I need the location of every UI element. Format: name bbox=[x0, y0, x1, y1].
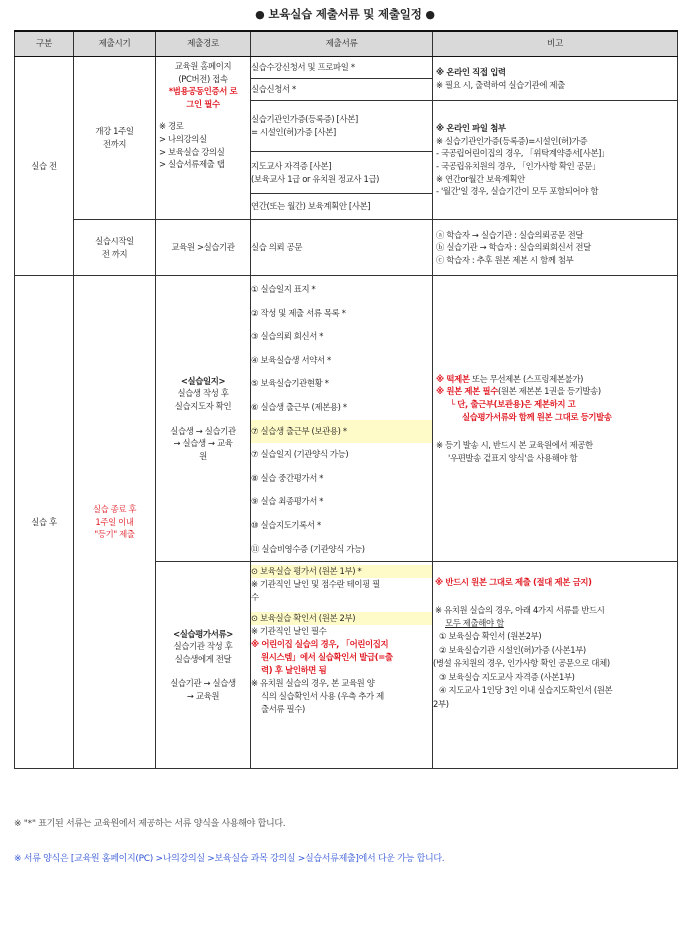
note-line: ※ 온라인 파일 첨부 bbox=[436, 123, 506, 134]
timing-line: 전 까지 bbox=[101, 248, 128, 259]
doc-line: 지도교사 자격증 [사본] bbox=[251, 160, 332, 171]
route-post-eval bbox=[156, 562, 251, 769]
journal-doc-list bbox=[251, 276, 433, 562]
eval-doc-line: 출서류 필수) bbox=[261, 704, 305, 715]
route-line: 실습생 → 실습기관 bbox=[170, 425, 236, 436]
eval-doc-line: ※ 유치원 실습의 경우, 본 교육원 양 bbox=[251, 678, 375, 689]
eval-doc-highlight: ⊙ 보육실습 평가서 (원본 1부) * bbox=[251, 565, 432, 578]
note-request-flow bbox=[433, 220, 678, 276]
route-required-note: 그인 필수 bbox=[186, 98, 220, 109]
journal-doc-item: ② 작성 및 제출 서류 목록 * bbox=[251, 307, 346, 318]
category-pre: 실습 전 bbox=[15, 57, 74, 276]
note-online-file bbox=[433, 101, 678, 220]
note-line-underlined: 모두 제출해야 함 bbox=[445, 618, 504, 628]
doc-teacher-certificate bbox=[251, 152, 433, 194]
journal-doc-item: ⑦ 실습일지 (기관양식 가능) bbox=[251, 449, 349, 460]
route-line: → 교육원 bbox=[186, 691, 220, 702]
journal-doc-item: ③ 실습의뢰 회신서 * bbox=[251, 331, 324, 342]
note-line: ② 보육실습기관 시설인(허)가증 (사본1부) bbox=[439, 644, 586, 655]
route-title: <실습평가서류> bbox=[173, 628, 233, 639]
timing-line: 실습시작일 bbox=[95, 235, 134, 246]
header-route: 제출경로 bbox=[156, 31, 251, 57]
journal-doc-item: ⑤ 보육실습기관현황 * bbox=[251, 378, 329, 389]
route-line: → 실습생 → 교육 bbox=[173, 438, 233, 449]
eval-doc-red: 력) 후 날인하면 됨 bbox=[261, 665, 327, 676]
route-path-item: > 실습서류제출 탭 bbox=[159, 159, 225, 170]
route-line: 교육원 홈페이지 bbox=[174, 61, 232, 71]
timing-pre-1-line2: 전까지 bbox=[102, 139, 127, 149]
note-line: '우편발송 겉표지 양식'을 사용해야 함 bbox=[448, 452, 578, 463]
journal-doc-item: ⑨ 실습 최종평가서 * bbox=[251, 496, 324, 507]
title-text: 보육실습 제출서류 및 제출일정 bbox=[268, 7, 422, 21]
timing-pre-1-line1: 개강 1주일 bbox=[95, 126, 134, 137]
route-pre-1 bbox=[156, 57, 251, 220]
journal-doc-item: ④ 보육실습생 서약서 * bbox=[251, 354, 331, 365]
timing-line: 실습 종료 후 bbox=[92, 504, 137, 515]
doc-care-plan: 연간(또는 월간) 보육계획안 [사본] bbox=[251, 194, 433, 220]
journal-doc-item: ⑪ 실습비영수증 (기관양식 가능) bbox=[251, 543, 365, 554]
note-line: - '월간'일 경우, 실습기간이 모두 포함되어야 함 bbox=[436, 186, 599, 197]
note-red-line: └ 단, 출근부(보관용)은 제본하지 고 bbox=[450, 398, 576, 409]
header-category: 구분 bbox=[15, 31, 74, 57]
route-line: 실습생에게 전달 bbox=[174, 653, 232, 664]
note-line: ※ 연간or월간 보육계획안 bbox=[436, 173, 525, 184]
timing-line: 1주일 이내 bbox=[95, 516, 134, 527]
eval-doc-line: 식의 실습확인서 사용 (우측 추가 제 bbox=[261, 691, 384, 702]
timing-line: "등기" 제출 bbox=[94, 529, 135, 540]
route-pre-2: 교육원 >실습기관 bbox=[156, 220, 251, 276]
eval-doc-list bbox=[251, 562, 433, 769]
eval-doc-line: ※ 기관직인 날인 및 점수란 테이핑 필 bbox=[251, 579, 380, 590]
timing-post bbox=[74, 276, 156, 769]
doc-request-letter: 실습 의뢰 공문 bbox=[251, 220, 433, 276]
schedule-table bbox=[14, 30, 678, 769]
title-bullet-left: ● bbox=[255, 8, 265, 21]
header-timing: 제출시기 bbox=[74, 31, 156, 57]
doc-line: = 시설인(허)가증 [사본] bbox=[251, 127, 336, 137]
timing-pre-1 bbox=[74, 57, 156, 220]
note-line: ※ 유치원 실습의 경우, 아래 4가지 서류를 반드시 bbox=[435, 604, 605, 615]
doc-institution-license bbox=[251, 101, 433, 152]
route-line: 실습생 작성 후 bbox=[177, 388, 229, 399]
note-line: ⓐ 학습자 → 실습기관 : 실습의뢰공문 전달 bbox=[436, 229, 584, 240]
route-path-item: > 보육실습 강의실 bbox=[159, 146, 225, 157]
page-title bbox=[0, 6, 690, 22]
note-line: - 국공립유치원의 경우, 「인가사항 확인 공문」 bbox=[436, 161, 601, 171]
eval-doc-line: 수 bbox=[251, 592, 259, 603]
route-path-item: > 나의강의실 bbox=[159, 134, 207, 145]
note-line: ※ 등기 발송 시, 반드시 본 교육원에서 제공한 bbox=[436, 440, 593, 451]
route-line: 실습기관 → 실습생 bbox=[170, 678, 236, 689]
note-line: (병설 유치원의 경우, 인가사항 확인 공문으로 대체) bbox=[433, 658, 610, 669]
eval-doc-highlight: ⊙ 보육실습 확인서 (원본 2부) bbox=[251, 612, 432, 625]
route-post-journal bbox=[156, 276, 251, 562]
route-path-title: ※ 경로 bbox=[159, 121, 184, 132]
journal-doc-item-highlight: ⑦ 실습생 출근부 (보관용) * bbox=[251, 420, 432, 444]
eval-doc-red: 원시스템」에서 실습확인서 발급(=출 bbox=[261, 652, 393, 663]
eval-notes bbox=[433, 562, 678, 769]
footer-note-download: ※ 서류 양식은 [교육원 홈페이지(PC) >나의강의실 >보육실습 과목 강의실 >실습서류제출]에서 다운 가능 합니다. bbox=[14, 854, 445, 864]
footer-note-asterisk: ※ "*" 표기된 서류는 교육원에서 제공하는 서류 양식을 사용해야 합니다. bbox=[14, 819, 286, 829]
doc-application-form: 실습신청서 * bbox=[251, 79, 433, 101]
route-line: (PC버전) 접속 bbox=[178, 73, 228, 84]
header-notes: 비고 bbox=[433, 31, 678, 57]
doc-line: 실습기관인가증(등록증) [사본] bbox=[251, 114, 358, 125]
journal-doc-item: ⑥ 실습생 출근부 (제본용) * bbox=[251, 401, 347, 412]
title-bullet-right: ● bbox=[425, 8, 435, 21]
eval-doc-red: ※ 어린이집 실습의 경우, 「어린이집지 bbox=[251, 639, 389, 650]
doc-line: (보육교사 1급 or 유치원 정교사 1급) bbox=[251, 173, 380, 184]
timing-pre-2 bbox=[74, 220, 156, 276]
header-docs: 제출서류 bbox=[251, 31, 433, 57]
journal-doc-item: ① 실습일지 표지 * bbox=[251, 284, 316, 294]
category-post: 실습 후 bbox=[15, 276, 74, 769]
note-red-line: 실습평가서류와 함께 원본 그대로 등기발송 bbox=[462, 411, 612, 422]
note-red-line: ※ 반드시 원본 그대로 제출 (절대 제본 금지) bbox=[435, 577, 592, 588]
eval-doc-line: ※ 기관직인 날인 필수 bbox=[251, 626, 327, 637]
note-line: ⓒ 학습자 : 추후 원본 제본 시 함께 첨부 bbox=[436, 254, 574, 265]
note-red: ※ 떡제본 bbox=[436, 373, 470, 384]
route-title: <실습일지> bbox=[180, 375, 226, 386]
route-line: 실습지도자 확인 bbox=[174, 400, 232, 411]
note-line: ③ 보육실습 지도교사 자격증 (사본1부) bbox=[439, 671, 575, 682]
note-line: ※ 실습기관인가증(등록증)=시설인(허)가증 bbox=[436, 135, 588, 146]
note-line: 2부) bbox=[433, 698, 449, 709]
route-required-note: *범용공동인증서 로 bbox=[168, 86, 238, 97]
note-line: ⓑ 실습기관 → 학습자 : 실습의뢰회신서 전달 bbox=[436, 242, 591, 253]
note-line: ④ 지도교사 1인당 3인 이내 실습지도확인서 (원본 bbox=[439, 685, 613, 696]
journal-doc-item: ⑩ 실습지도기록서 * bbox=[251, 519, 321, 530]
note-text: (원본 제본본 1권을 등기발송) bbox=[497, 386, 601, 397]
route-line: 실습기관 작성 후 bbox=[173, 641, 233, 652]
note-line: ※ 필요 시, 출력하여 실습기관에 제출 bbox=[436, 79, 565, 90]
note-line: - 국공립어린이집의 경우, 「위탁계약증서[사본]」 bbox=[436, 148, 610, 159]
note-line: ① 보육실습 확인서 (원본2부) bbox=[439, 631, 542, 642]
doc-application-profile: 실습수강신청서 및 프로파일 * bbox=[251, 57, 433, 79]
note-text: 또는 무선제본 (스프링제본불가) bbox=[469, 373, 583, 384]
note-line: ※ 온라인 직접 입력 bbox=[436, 66, 506, 77]
table-header-row bbox=[15, 31, 678, 57]
journal-doc-item: ⑧ 실습 중간평가서 * bbox=[251, 472, 324, 483]
note-online-input bbox=[433, 57, 678, 101]
note-red: ※ 원본 제본 필수 bbox=[436, 386, 498, 397]
journal-notes bbox=[433, 276, 678, 562]
route-line: 원 bbox=[199, 450, 207, 461]
